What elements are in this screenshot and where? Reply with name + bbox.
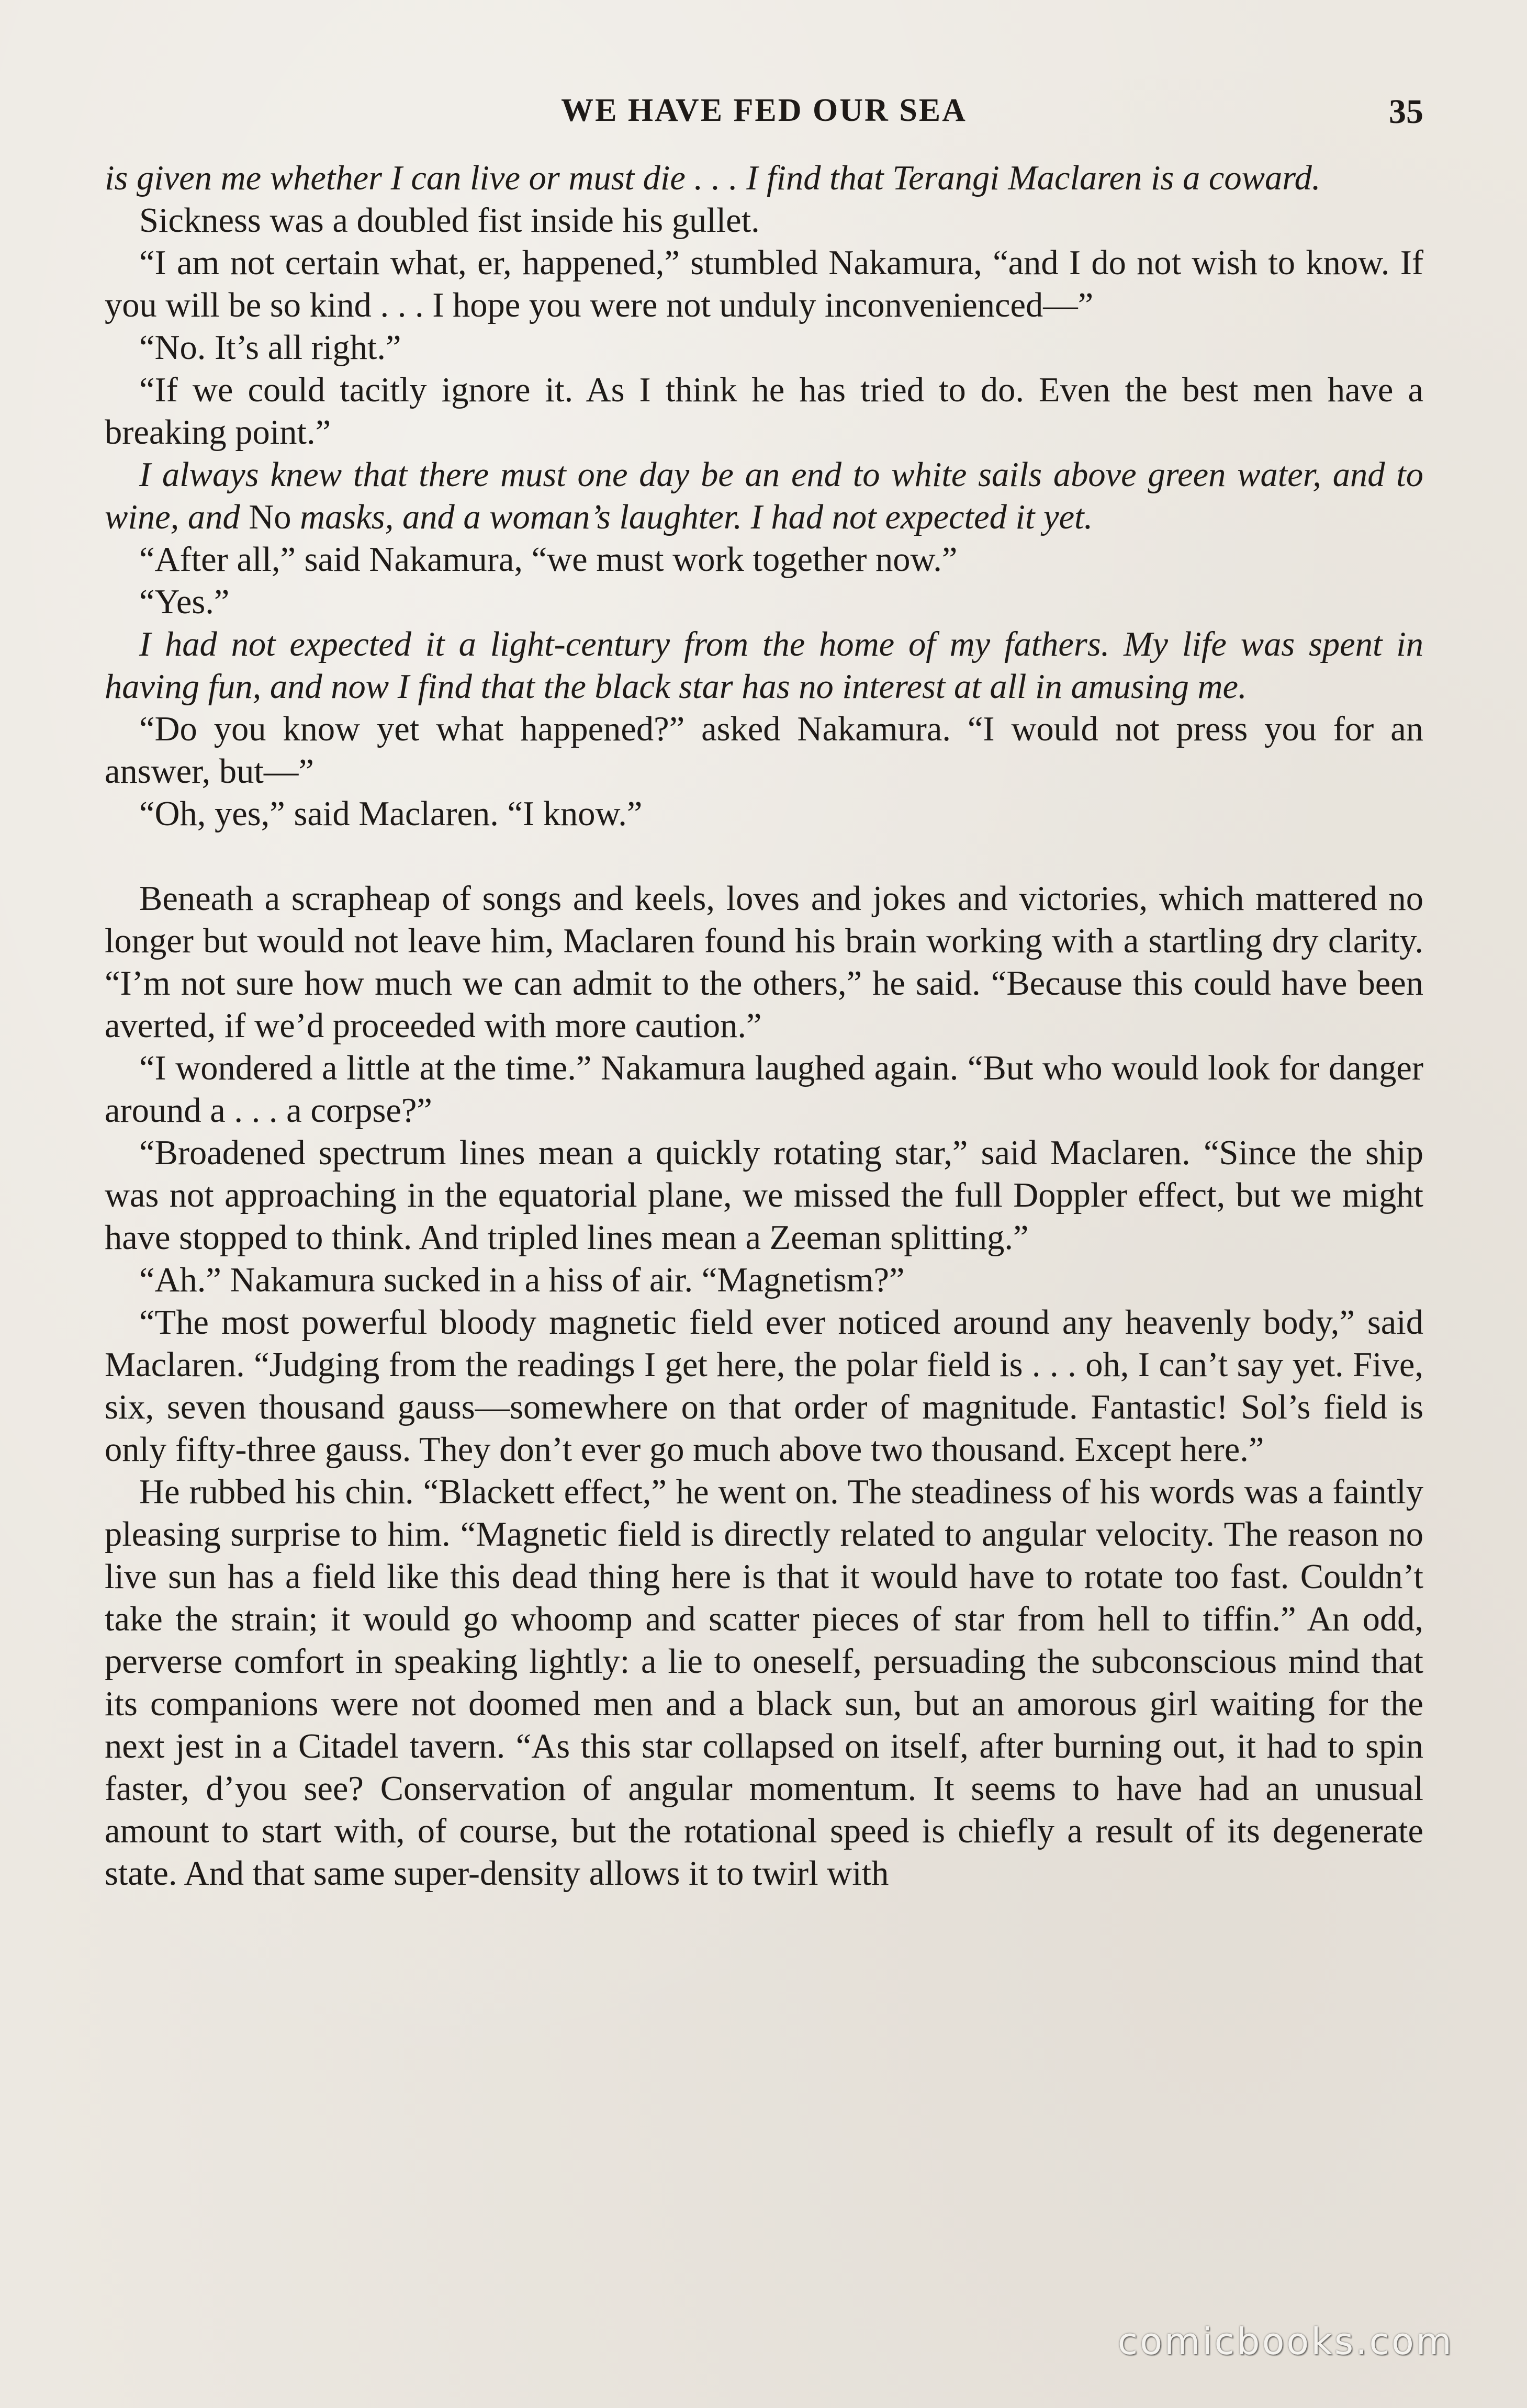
paragraph: “Broadened spectrum lines mean a quickly rotating star,” said Maclaren. “Since the ship was not approaching in the equatorial plane, we missed the full Doppler effect, but we might have stopped to think. And tripled lines mean a Zeeman splitting.” xyxy=(105,1134,1423,1257)
paragraph: “Oh, yes,” said Maclaren. “I know.” xyxy=(139,795,643,833)
paragraph: “After all,” said Nakamura, “we must work together now.” xyxy=(139,541,958,579)
paragraph: “No. It’s all right.” xyxy=(139,329,401,367)
paragraph: “If we could tacitly ignore it. As I think he has tried to do. Even the best men have a breaking point.” xyxy=(105,371,1423,452)
site-watermark: comicbooks.com xyxy=(1117,2320,1454,2363)
paragraph-thought: I had not expected it a light-century from the home of my fathers. My life was spent in having fun, and now I find that the black star has no interest at all in amusing me. xyxy=(105,625,1423,706)
paragraph: Sickness was a doubled fist inside his gullet. xyxy=(139,201,760,240)
page-number: 35 xyxy=(1389,93,1423,131)
paragraph: “I wondered a little at the time.” Nakamura laughed again. “But who would look for danger around a . . . a corpse?” xyxy=(105,1049,1423,1130)
paragraph-thought-mixed xyxy=(105,454,1423,538)
thought-text-roman: No xyxy=(249,498,291,536)
paragraph: “I am not certain what, er, happened,” stumbled Nakamura, “and I do not wish to know. If you will be so kind . . . I hope you were not unduly inconvenienced—” xyxy=(105,244,1423,324)
thought-text-part-2: masks, and a woman’s laughter. I had not expected it yet. xyxy=(291,498,1093,536)
paragraph: Beneath a scrapheap of songs and keels, loves and jokes and victories, which mattered no longer but would not leave him, Maclaren found his brain working with a startling dry clarity. “I’m not sure how much we can admit to the others,” he said. “Because this could have been averted, if we’d proceeded with more caution.” xyxy=(105,880,1423,1045)
paragraph: “The most powerful bloody magnetic field ever noticed around any heavenly body,” said Maclaren. “Judging from the readings I get here, the polar field is . . . oh, I can’t say yet. Five, six, seven thousand gauss—somewhere on that order of magnitude. Fantastic! Sol’s field is only fifty-three gauss. They don’t ever go much above two thousand. Except here.” xyxy=(105,1303,1423,1469)
paragraph-continued-thought: is given me whether I can live or must die . . . I find that Terangi Maclaren is a coward. xyxy=(105,159,1321,197)
thought-text-part-1: I always knew that there must one day be an end to white sails above green water, and to wine, and xyxy=(105,456,1423,536)
page-header xyxy=(105,92,1423,150)
paragraph: “Yes.” xyxy=(139,583,230,621)
body-text xyxy=(105,157,1423,1895)
paragraph: “Ah.” Nakamura sucked in a hiss of air. “Magnetism?” xyxy=(139,1261,905,1299)
running-title: WE HAVE FED OUR SEA xyxy=(561,93,967,128)
paragraph: “Do you know yet what happened?” asked Nakamura. “I would not press you for an answer, but—” xyxy=(105,710,1423,791)
paragraph: He rubbed his chin. “Blackett effect,” he went on. The steadiness of his words was a faintly pleasing surprise to him. “Magnetic field is directly related to angular velocity. The reason no live sun has a field like this dead thing here is that it would have to rotate too fast. Couldn’t take the strain; it would go whoomp and scatter pieces of star from hell to tiffin.” An odd, perverse comfort in speaking lightly: a lie to oneself, persuading the subconscious mind that its companions were not doomed men and a black sun, but an amorous girl waiting for the next jest in a Citadel tavern. “As this star collapsed on itself, after burning out, it had to spin faster, d’you see? Conservation of angular momentum. It seems to have had an unusual amount to start with, of course, but the rotational speed is chiefly a result of its degenerate state. And that same super-density allows it to twirl with xyxy=(105,1473,1423,1893)
